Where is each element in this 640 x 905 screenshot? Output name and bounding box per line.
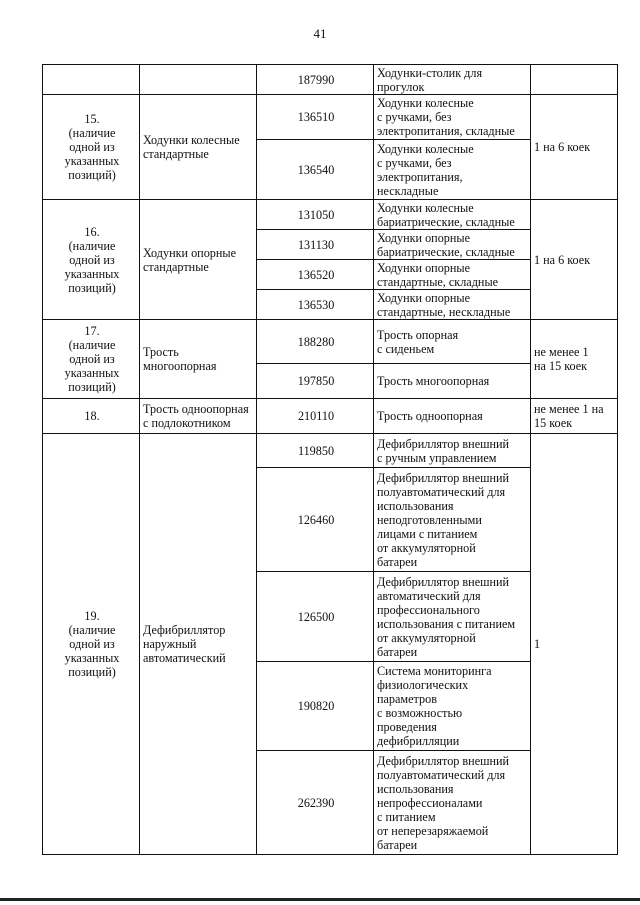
- item-description: Ходунки опорные стандартные, нескладные: [374, 290, 531, 320]
- item-code: 136510: [257, 95, 374, 140]
- item-description: Дефибриллятор внешний автоматический для профессионального использования с питанием от аккумуляторной батареи: [374, 572, 531, 662]
- page-number: 41: [313, 26, 327, 41]
- table-row: [43, 65, 618, 95]
- item-name-15: Ходунки колесные стандартные: [140, 95, 257, 200]
- item-description: Ходунки колесные с ручками, без электропитания, складные: [374, 95, 531, 140]
- item-code: 197850: [257, 364, 374, 399]
- item-description: Ходунки опорные бариатрические, складные: [374, 230, 531, 260]
- equipment-table: [42, 64, 618, 855]
- row-number-18: 18.: [43, 399, 140, 434]
- item-description: Дефибриллятор внешний полуавтоматический для использования неподготовленными лицами с питанием от аккумуляторной батареи: [374, 468, 531, 572]
- item-name-17: Трость многоопорная: [140, 320, 257, 399]
- item-code: 119850: [257, 434, 374, 468]
- item-description: Дефибриллятор внешний полуавтоматический для использования непрофессионалами с питанием от неперезаряжаемой батареи: [374, 751, 531, 855]
- quantity-18: не менее 1 на 15 коек: [531, 399, 618, 434]
- item-description: Трость одноопорная: [374, 399, 531, 434]
- item-name-16: Ходунки опорные стандартные: [140, 200, 257, 320]
- quantity-19: 1: [531, 434, 618, 855]
- scan-edge-line: [0, 898, 640, 901]
- table-row: [43, 95, 618, 140]
- item-description: Ходунки колесные бариатрические, складные: [374, 200, 531, 230]
- item-code: 136520: [257, 260, 374, 290]
- item-description: Ходунки колесные с ручками, без электропитания, нескладные: [374, 140, 531, 200]
- row-number-17: 17. (наличие одной из указанных позиций): [43, 320, 140, 399]
- row-number-16: 16. (наличие одной из указанных позиций): [43, 200, 140, 320]
- item-code: 131130: [257, 230, 374, 260]
- table-row: [43, 320, 618, 364]
- item-name-18: Трость одноопорная с подлокотником: [140, 399, 257, 434]
- item-code: 136540: [257, 140, 374, 200]
- empty-qty-cell: [531, 65, 618, 95]
- quantity-15: 1 на 6 коек: [531, 95, 618, 200]
- quantity-17: не менее 1 на 15 коек: [531, 320, 618, 399]
- row-number-19: 19. (наличие одной из указанных позиций): [43, 434, 140, 855]
- empty-name-cell: [140, 65, 257, 95]
- item-code: 190820: [257, 662, 374, 751]
- table-row: [43, 434, 618, 468]
- row-number-15: 15. (наличие одной из указанных позиций): [43, 95, 140, 200]
- item-description: Ходунки опорные стандартные, складные: [374, 260, 531, 290]
- item-code: 262390: [257, 751, 374, 855]
- item-description: Система мониторинга физиологических параметров с возможностью проведения дефибрилляции: [374, 662, 531, 751]
- item-code: 131050: [257, 200, 374, 230]
- item-code: 187990: [257, 65, 374, 95]
- item-name-19: Дефибриллятор наружный автоматический: [140, 434, 257, 855]
- item-description: Дефибриллятор внешний с ручным управлением: [374, 434, 531, 468]
- table-row: [43, 200, 618, 230]
- quantity-16: 1 на 6 коек: [531, 200, 618, 320]
- item-code: 136530: [257, 290, 374, 320]
- empty-num-cell: [43, 65, 140, 95]
- item-description: Ходунки-столик для прогулок: [374, 65, 531, 95]
- item-code: 126500: [257, 572, 374, 662]
- table-row: [43, 399, 618, 434]
- item-code: 188280: [257, 320, 374, 364]
- item-description: Трость опорная с сиденьем: [374, 320, 531, 364]
- item-code: 210110: [257, 399, 374, 434]
- item-description: Трость многоопорная: [374, 364, 531, 399]
- item-code: 126460: [257, 468, 374, 572]
